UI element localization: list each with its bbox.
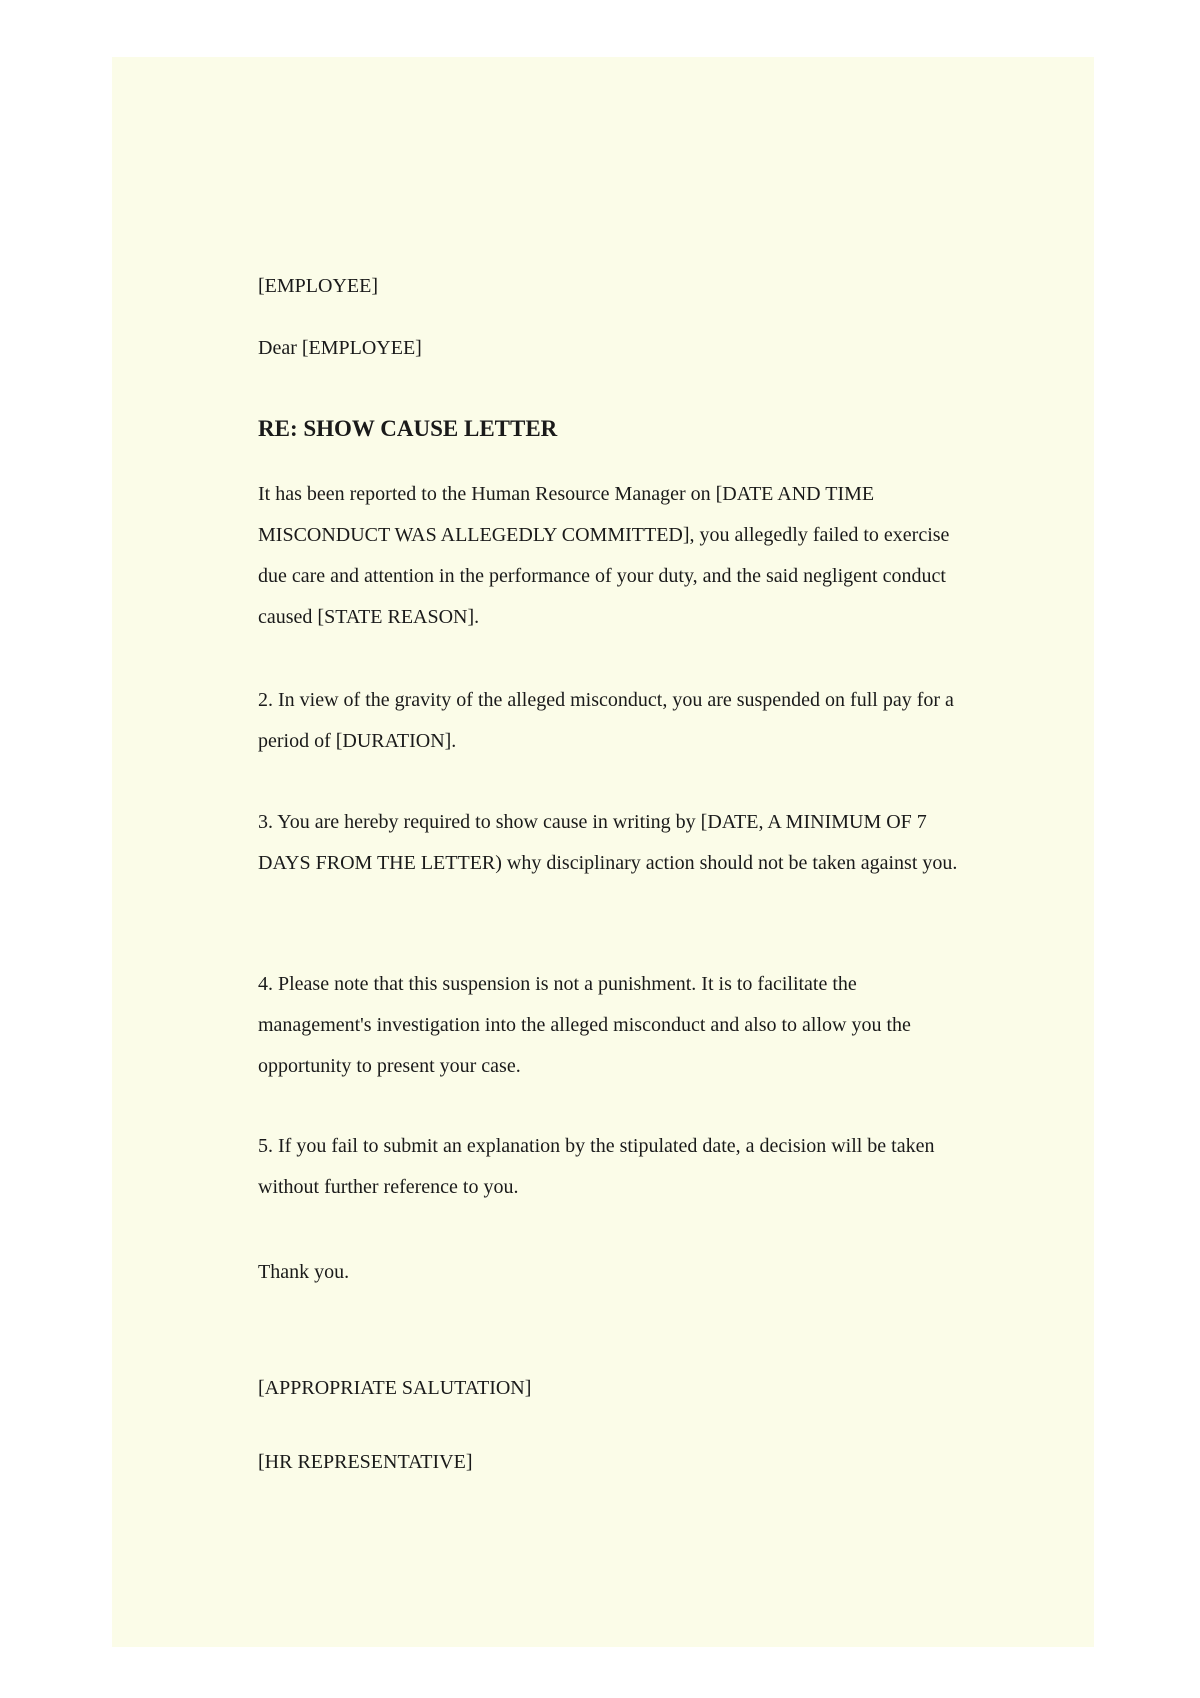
closing: Thank you.	[258, 1261, 350, 1283]
paragraph-4: 4. Please note that this suspension is not a punishment. It is to facilitate the management's investigation into the alleged misconduct and also to allow you the opportunity to present your case.	[258, 973, 911, 1077]
subject-heading: RE: SHOW CAUSE LETTER	[258, 416, 558, 441]
paragraph-1: It has been reported to the Human Resource Manager on [DATE AND TIME MISCONDUCT WAS ALLEGEDLY COMMITTED], you allegedly failed to exercise due care and attention in the performance of your duty, and the said negligent conduct caused [STATE REASON].	[258, 483, 950, 628]
sign-off: [APPROPRIATE SALUTATION]	[258, 1377, 532, 1399]
signatory: [HR REPRESENTATIVE]	[258, 1451, 473, 1473]
recipient: [EMPLOYEE]	[258, 275, 378, 297]
paragraph-2: 2. In view of the gravity of the alleged misconduct, you are suspended on full pay for a period of [DURATION].	[258, 689, 954, 752]
salutation: Dear [EMPLOYEE]	[258, 337, 422, 359]
paragraph-3: 3. You are hereby required to show cause in writing by [DATE, A MINIMUM OF 7 DAYS FROM THE LETTER) why disciplinary action should not be taken against you.	[258, 811, 958, 874]
paragraph-5: 5. If you fail to submit an explanation by the stipulated date, a decision will be taken without further reference to you.	[258, 1135, 935, 1198]
